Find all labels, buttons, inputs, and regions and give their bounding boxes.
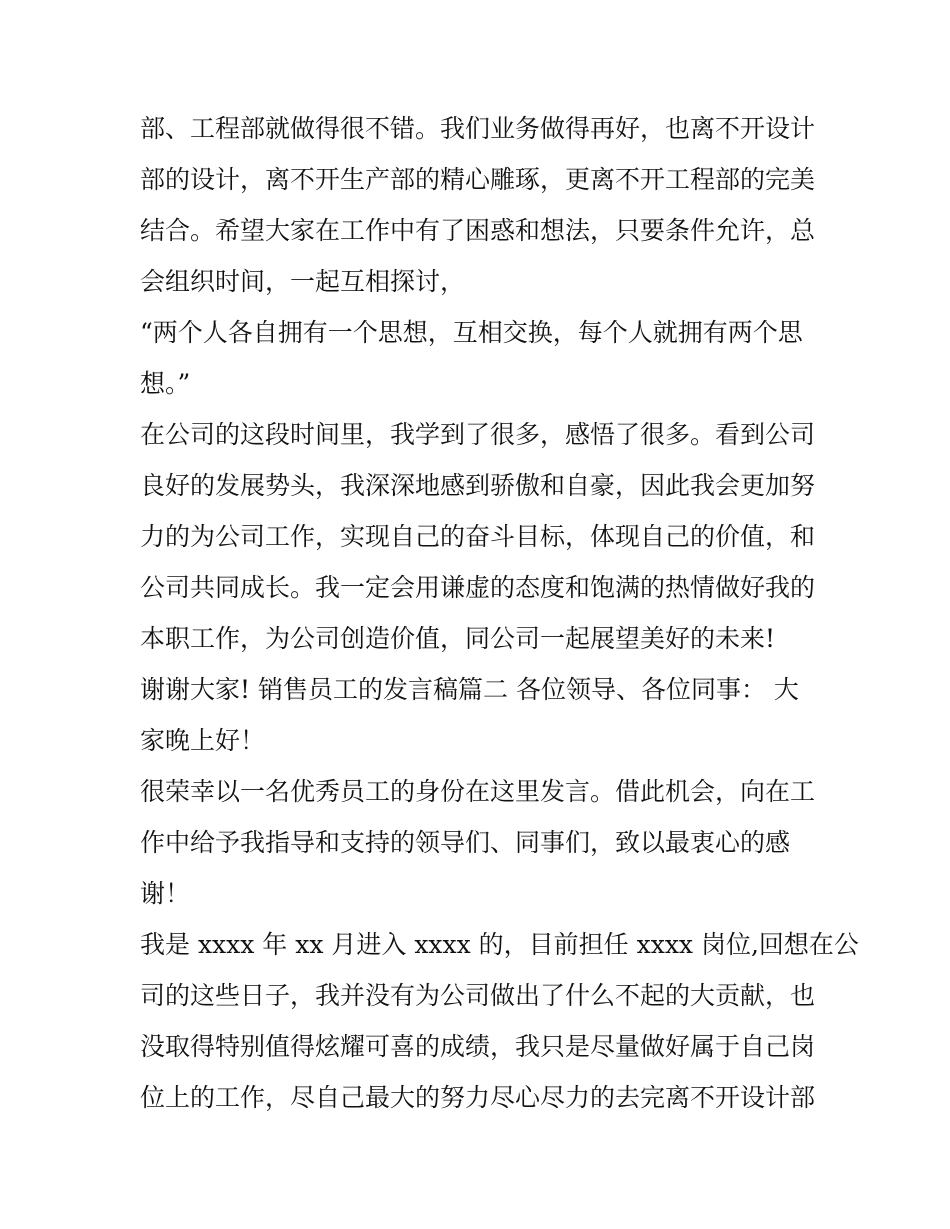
text-line: 力的为公司工作，实现自己的奋斗目标，体现自己的价值，和 xyxy=(140,522,816,551)
document-body xyxy=(140,103,859,1123)
text-line: 良好的发展势头，我深深地感到骄傲和自豪，因此我会更加努 xyxy=(140,471,816,500)
text-line: 部、工程部就做得很不错。我们业务做得再好，也离不开设计 xyxy=(140,114,816,143)
text-line: 结合。希望大家在工作中有了困惑和想法，只要条件允许，总 xyxy=(140,216,816,245)
text-line: 公司共同成长。我一定会用谦虚的态度和饱满的热情做好我的 xyxy=(140,573,816,602)
text-line: 本职工作，为公司创造价值，同公司一起展望美好的未来! xyxy=(140,624,776,653)
text-line: 很荣幸以一名优秀员工的身份在这里发言。借此机会，向在工 xyxy=(140,777,816,806)
text-line: 司的这些日子，我并没有为公司做出了什么不起的大贡献，也 xyxy=(140,981,816,1010)
text-line: 谢！ xyxy=(140,879,191,908)
text-line: 家晚上好！ xyxy=(140,726,266,755)
text-line: 位上的工作，尽自己最大的努力尽心尽力的去完离不开设计部 xyxy=(140,1083,816,1112)
text-line: 我是 xxxx 年 xx 月进入 xxxx 的，目前担任 xxxx 岗位,回想在公 xyxy=(140,930,859,959)
text-line: 在公司的这段时间里，我学到了很多，感悟了很多。看到公司 xyxy=(140,420,816,449)
section-heading-line: 谢谢大家! 销售员工的发言稿篇二 各位领导、各位同事： 大 xyxy=(140,675,799,704)
text-line: 部的设计，离不开生产部的精心雕琢，更离不开工程部的完美 xyxy=(140,165,816,194)
quote-line: “两个人各自拥有一个思想，互相交换，每个人就拥有两个思 xyxy=(140,318,803,347)
text-line: 没取得特别值得炫耀可喜的成绩，我只是尽量做好属于自己岗 xyxy=(140,1032,816,1061)
quote-line: 想。” xyxy=(140,369,191,398)
text-line: 会组织时间，一起互相探讨， xyxy=(140,267,466,296)
text-line: 作中给予我指导和支持的领导们、同事们，致以最衷心的感 xyxy=(140,828,791,857)
